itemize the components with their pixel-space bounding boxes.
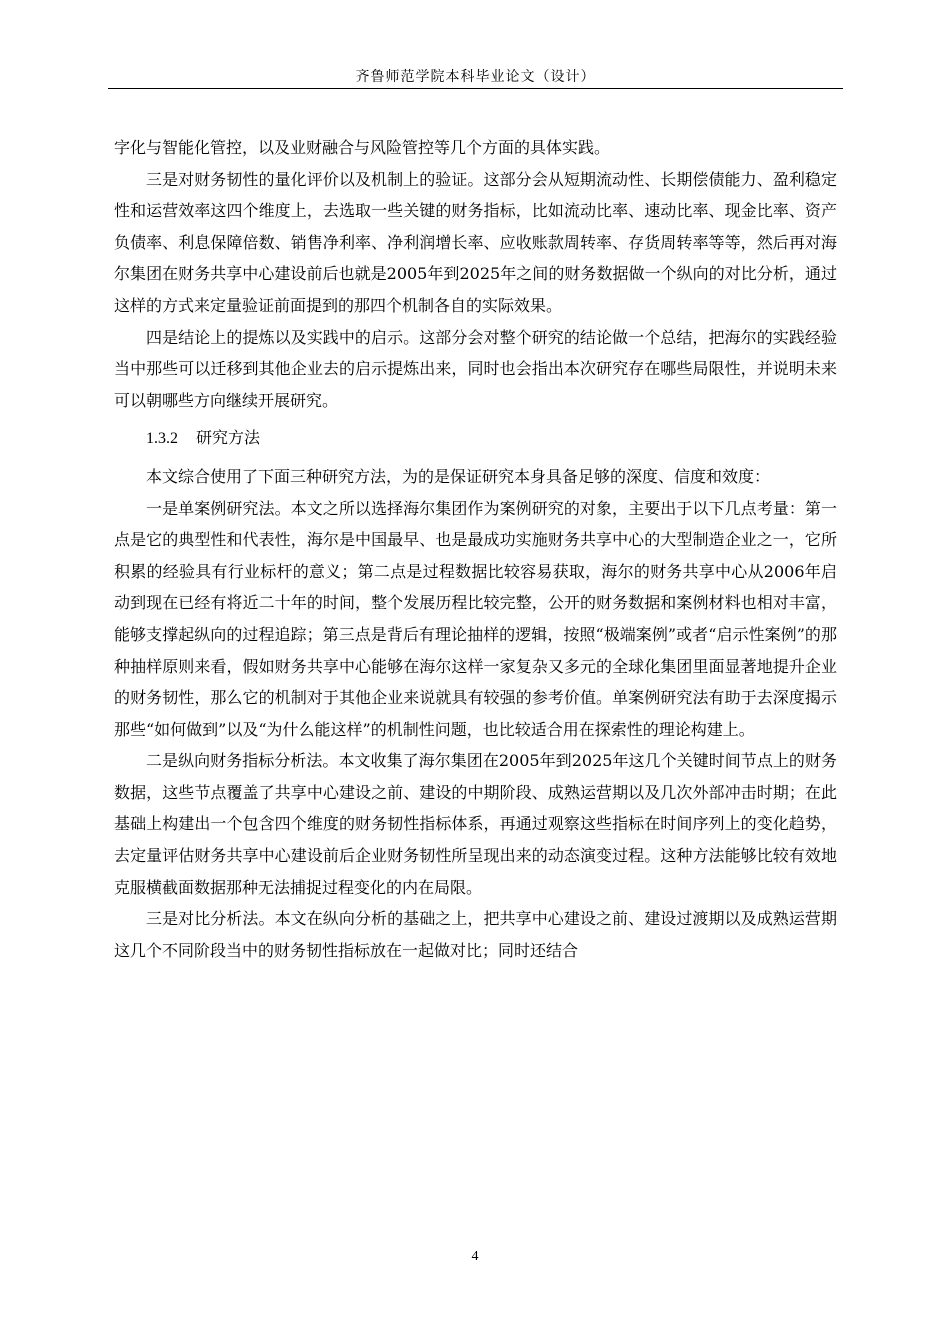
page-number: 4 bbox=[471, 1249, 479, 1264]
body-text bbox=[114, 132, 837, 966]
paragraph: 一是单案例研究法。本文之所以选择海尔集团作为案例研究的对象，主要出于以下几点考量：第一点是它的典型性和代表性，海尔是中国最早、也是最成功实施财务共享中心的大型制造企业之一，它所积累的经验具有行业标杆的意义；第二点是过程数据比较容易获取，海尔的财务共享中心从2006年启动到现在已经有将近二十年的时间，整个发展历程比较完整，公开的财务数据和案例材料也相对丰富，能够支撑起纵向的过程追踪；第三点是背后有理论抽样的逻辑，按照“极端案例”或者“启示性案例”的那种抽样原则来看，假如财务共享中心能够在海尔这样一家复杂又多元的全球化集团里面显著地提升企业的财务韧性，那么它的机制对于其他企业来说就具有较强的参考价值。单案例研究法有助于去深度揭示那些“如何做到”以及“为什么能这样”的机制性问题，也比较适合用在探索性的理论构建上。 bbox=[114, 498, 837, 739]
paragraph: 三是对比分析法。本文在纵向分析的基础之上，把共享中心建设之前、建设过渡期以及成熟运营期这几个不同阶段当中的财务韧性指标放在一起做对比；同时还结合 bbox=[114, 909, 837, 960]
paragraph: 本文综合使用了下面三种研究方法，为的是保证研究本身具备足够的深度、信度和效度： bbox=[146, 466, 771, 486]
section-heading bbox=[114, 422, 837, 455]
paragraph: 二是纵向财务指标分析法。本文收集了海尔集团在2005年到2025年这几个关键时间节点上的财务数据，这些节点覆盖了共享中心建设之前、建设的中期阶段、成熟运营期以及几次外部冲击时期；在此基础上构建出一个包含四个维度的财务韧性指标体系，再通过观察这些指标在时间序列上的变化趋势，去定量评估财务共享中心建设前后企业财务韧性所呈现出来的动态演变过程。这种方法能够比较有效地克服横截面数据那种无法捕捉过程变化的内在局限。 bbox=[114, 751, 837, 897]
paragraph: 四是结论上的提炼以及实践中的启示。这部分会对整个研究的结论做一个总结，把海尔的实践经验当中那些可以迁移到其他企业去的启示提炼出来，同时也会指出本次研究存在哪些局限性，并说明未来可以朝哪些方向继续开展研究。 bbox=[114, 327, 837, 410]
section-title: 研究方法 bbox=[196, 428, 261, 448]
section-number: 1.3.2 bbox=[146, 430, 178, 448]
paragraph: 三是对财务韧性的量化评价以及机制上的验证。这部分会从短期流动性、长期偿债能力、盈利稳定性和运营效率这四个维度上，去选取一些关键的财务指标，比如流动比率、速动比率、现金比率、资产负债率、利息保障倍数、销售净利率、净利润增长率、应收账款周转率、存货周转率等等，然后再对海尔集团在财务共享中心建设前后也就是2005年到2025年之间的财务数据做一个纵向的对比分析，通过这样的方式来定量验证前面提到的那四个机制各自的实际效果。 bbox=[114, 169, 837, 315]
paragraph-continuation: 字化与智能化管控，以及业财融合与风险管控等几个方面的具体实践。 bbox=[114, 138, 611, 157]
header-rule bbox=[108, 88, 843, 89]
running-header: 齐鲁师范学院本科毕业论文（设计） bbox=[355, 69, 596, 85]
